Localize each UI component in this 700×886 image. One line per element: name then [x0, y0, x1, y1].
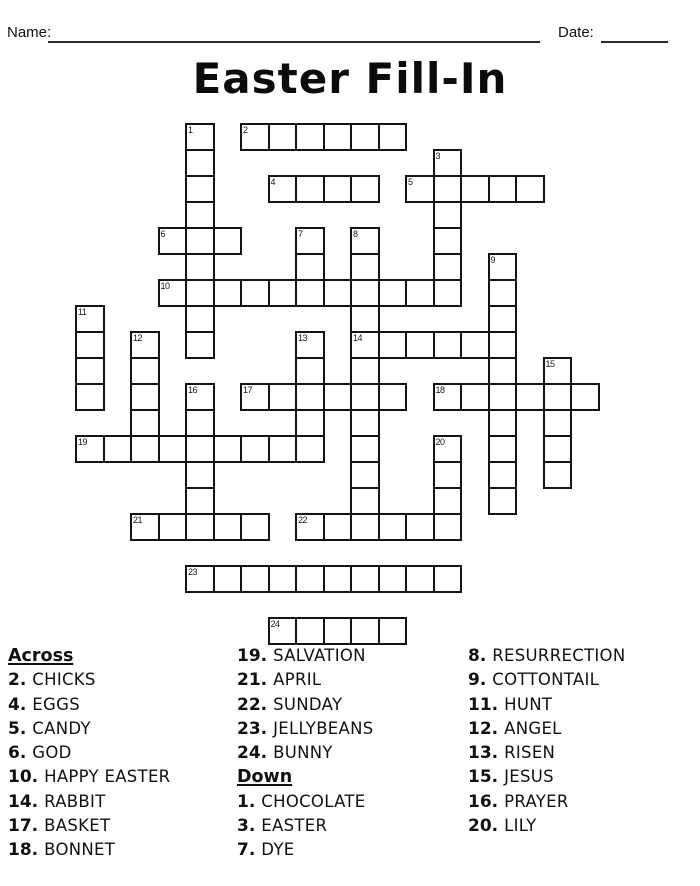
grid-cell[interactable] [433, 253, 463, 281]
grid-cell[interactable] [213, 565, 243, 593]
grid-cell[interactable] [543, 461, 573, 489]
clue-item [468, 790, 693, 814]
clue-word: HAPPY EASTER [44, 767, 171, 787]
clue-item [468, 741, 693, 765]
cell-number: 7 [298, 229, 303, 239]
grid-cell[interactable] [433, 461, 463, 489]
grid-cell[interactable] [213, 279, 243, 307]
grid-cell[interactable] [488, 253, 518, 281]
cell-number: 20 [435, 437, 445, 447]
grid-cell[interactable] [515, 175, 545, 203]
grid-cell[interactable] [350, 487, 380, 515]
grid-cell[interactable] [323, 123, 353, 151]
grid-cell[interactable] [405, 565, 435, 593]
grid-cell[interactable] [543, 409, 573, 437]
grid-cell[interactable] [103, 435, 133, 463]
grid-cell[interactable] [268, 435, 298, 463]
grid-cell[interactable] [323, 175, 353, 203]
grid-cell[interactable] [185, 253, 215, 281]
grid-cell[interactable] [185, 487, 215, 515]
grid-cell[interactable] [405, 331, 435, 359]
grid-cell[interactable] [378, 565, 408, 593]
clue-word: CHICKS [32, 670, 96, 690]
cell-number: 4 [270, 177, 276, 187]
clue-item [237, 838, 462, 862]
clue-number: 1. [237, 791, 256, 812]
clue-item [8, 790, 233, 814]
grid-cell[interactable] [240, 513, 270, 541]
clue-item [8, 741, 233, 765]
grid-cell[interactable] [350, 435, 380, 463]
clue-item [8, 838, 233, 862]
grid-cell[interactable] [460, 383, 490, 411]
cell-number: 12 [133, 333, 143, 343]
grid-cell[interactable] [433, 487, 463, 515]
clue-word: DYE [261, 840, 295, 860]
grid-cell[interactable] [185, 409, 215, 437]
clue-number: 20. [468, 816, 499, 837]
grid-cell[interactable] [515, 383, 545, 411]
cell-number: 6 [160, 229, 166, 239]
grid-cell[interactable] [185, 123, 215, 151]
clue-number: 3. [237, 816, 256, 837]
cell-number: 23 [188, 567, 198, 577]
grid-cell[interactable] [350, 253, 380, 281]
grid-cell[interactable] [488, 279, 518, 307]
grid-cell[interactable] [488, 409, 518, 437]
grid-cell[interactable] [295, 565, 325, 593]
clue-item [468, 644, 693, 668]
grid-cell[interactable] [323, 565, 353, 593]
grid-cell[interactable] [378, 279, 408, 307]
clue-number: 21. [237, 670, 268, 691]
grid-cell[interactable] [378, 617, 408, 645]
clue-word: BONNET [44, 840, 116, 860]
grid-cell[interactable] [350, 383, 380, 411]
clue-word: RISEN [504, 743, 556, 763]
grid-cell[interactable] [185, 305, 215, 333]
clue-item [468, 765, 693, 789]
clue-number: 15. [468, 767, 499, 788]
cell-number: 3 [435, 151, 441, 161]
clue-number: 8. [468, 646, 487, 666]
grid-cell[interactable] [488, 357, 518, 385]
clue-word: HUNT [504, 694, 553, 714]
grid-cell[interactable] [158, 227, 188, 255]
grid-cell[interactable] [295, 227, 325, 255]
grid-cell[interactable] [185, 435, 215, 463]
cell-number: 9 [490, 255, 496, 265]
grid-cell[interactable] [158, 513, 188, 541]
clue-word: JESUS [504, 767, 554, 787]
clue-word: CANDY [32, 718, 91, 738]
cell-number: 10 [160, 281, 170, 291]
clue-item [8, 668, 233, 692]
clue-item [237, 717, 462, 741]
grid-cell[interactable] [75, 331, 105, 359]
grid-cell[interactable] [433, 175, 463, 203]
grid-cell[interactable] [268, 565, 298, 593]
cell-number: 22 [298, 515, 308, 525]
clue-word: COTTONTAIL [492, 670, 600, 690]
grid-cell[interactable] [130, 357, 160, 385]
clue-number: 18. [8, 840, 39, 861]
clue-word: LILY [504, 816, 537, 836]
grid-cell[interactable] [350, 331, 380, 359]
grid-cell[interactable] [570, 383, 600, 411]
grid-cell[interactable] [240, 123, 270, 151]
clue-section-heading: Across [8, 646, 74, 666]
clue-item [237, 668, 462, 692]
clue-word: CHOCOLATE [261, 791, 366, 811]
grid-cell[interactable] [213, 513, 243, 541]
clue-item [237, 814, 462, 838]
grid-cell[interactable] [543, 435, 573, 463]
clue-item [468, 693, 693, 717]
grid-cell[interactable] [295, 331, 325, 359]
grid-cell[interactable] [488, 487, 518, 515]
grid-cell[interactable] [323, 383, 353, 411]
grid-cell[interactable] [433, 435, 463, 463]
grid-cell[interactable] [295, 279, 325, 307]
clue-number: 23. [237, 718, 268, 739]
clue-word: SUNDAY [273, 694, 343, 714]
grid-cell[interactable] [130, 409, 160, 437]
grid-cell[interactable] [350, 227, 380, 255]
clue-item [237, 693, 462, 717]
grid-cell[interactable] [158, 279, 188, 307]
clue-word: APRIL [273, 670, 322, 690]
grid-cell[interactable] [350, 279, 380, 307]
grid-cell[interactable] [295, 513, 325, 541]
grid-cell[interactable] [240, 383, 270, 411]
grid-cell[interactable] [433, 279, 463, 307]
grid-cell[interactable] [433, 227, 463, 255]
clue-section-heading: Down [237, 767, 293, 788]
grid-cell[interactable] [130, 435, 160, 463]
grid-cell[interactable] [350, 461, 380, 489]
clue-column [8, 644, 233, 863]
grid-cell[interactable] [75, 383, 105, 411]
grid-cell[interactable] [185, 279, 215, 307]
grid-cell[interactable] [185, 461, 215, 489]
grid-cell[interactable] [75, 305, 105, 333]
clue-word: BASKET [44, 816, 111, 836]
clue-item [468, 668, 693, 692]
clue-word: BUNNY [273, 743, 333, 763]
grid-cell[interactable] [350, 305, 380, 333]
grid-cell[interactable] [378, 513, 408, 541]
clue-column [237, 644, 462, 863]
grid-cell[interactable] [488, 175, 518, 203]
grid-cell[interactable] [488, 435, 518, 463]
grid-cell[interactable] [433, 149, 463, 177]
grid-cell[interactable] [213, 227, 243, 255]
grid-cell[interactable] [433, 513, 463, 541]
clue-number: 24. [237, 743, 268, 764]
grid-cell[interactable] [460, 175, 490, 203]
clue-number: 5. [8, 718, 27, 739]
clue-word: RABBIT [44, 791, 106, 811]
clue-number: 12. [468, 718, 499, 739]
grid-cell[interactable] [185, 383, 215, 411]
grid-cell[interactable] [543, 383, 573, 411]
grid-cell[interactable] [488, 331, 518, 359]
grid-cell[interactable] [295, 175, 325, 203]
cell-number: 15 [545, 359, 555, 369]
grid-cell[interactable] [488, 461, 518, 489]
cell-number: 13 [298, 333, 308, 343]
clue-word: SALVATION [273, 646, 366, 665]
grid-cell[interactable] [268, 617, 298, 645]
grid-cell[interactable] [130, 513, 160, 541]
date-label: Date: [558, 24, 594, 41]
grid-cell[interactable] [405, 513, 435, 541]
grid-cell[interactable] [378, 383, 408, 411]
grid-cell[interactable] [268, 175, 298, 203]
clue-word: JELLYBEANS [273, 718, 374, 738]
grid-cell[interactable] [130, 383, 160, 411]
cell-number: 8 [353, 229, 358, 239]
clue-item [8, 765, 233, 789]
grid-cell[interactable] [405, 175, 435, 203]
clue-number: 7. [237, 840, 256, 861]
grid-cell[interactable] [185, 513, 215, 541]
grid-cell[interactable] [185, 227, 215, 255]
grid-cell[interactable] [268, 279, 298, 307]
grid-cell[interactable] [295, 383, 325, 411]
grid-cell[interactable] [185, 565, 215, 593]
cell-number: 18 [435, 385, 445, 395]
clue-item [237, 644, 462, 668]
grid-cell[interactable] [240, 435, 270, 463]
clue-number: 13. [468, 743, 499, 764]
grid-cell[interactable] [268, 123, 298, 151]
grid-cell[interactable] [433, 565, 463, 593]
name-label: Name: [7, 24, 52, 41]
grid-cell[interactable] [350, 513, 380, 541]
grid-cell[interactable] [75, 435, 105, 463]
clue-word: GOD [32, 743, 72, 763]
cell-number: 24 [270, 619, 280, 629]
clue-item [8, 693, 233, 717]
clue-number: 4. [8, 694, 27, 715]
cell-number: 11 [78, 307, 87, 317]
grid-cell[interactable] [488, 305, 518, 333]
grid-cell[interactable] [433, 201, 463, 229]
grid-cell[interactable] [295, 435, 325, 463]
grid-cell[interactable] [240, 279, 270, 307]
clue-item [237, 741, 462, 765]
cell-number: 5 [408, 177, 413, 187]
grid-cell[interactable] [295, 409, 325, 437]
cell-number: 19 [78, 437, 88, 447]
grid-cell[interactable] [433, 331, 463, 359]
cell-number: 2 [243, 125, 248, 135]
clue-item [468, 717, 693, 741]
grid-cell[interactable] [350, 123, 380, 151]
grid-cell[interactable] [295, 123, 325, 151]
grid-cell[interactable] [543, 357, 573, 385]
grid-cell[interactable] [405, 279, 435, 307]
grid-cell[interactable] [295, 253, 325, 281]
grid-cell[interactable] [268, 383, 298, 411]
cell-number: 1 [188, 125, 193, 135]
clue-item [8, 814, 233, 838]
grid-cell[interactable] [75, 357, 105, 385]
clue-word: EGGS [32, 694, 80, 714]
clue-number: 17. [8, 816, 39, 837]
clue-number: 22. [237, 694, 268, 715]
clue-item [237, 790, 462, 814]
clue-number: 10. [8, 767, 39, 788]
cell-number: 21 [133, 515, 143, 525]
grid-cell[interactable] [185, 201, 215, 229]
grid-cell[interactable] [350, 175, 380, 203]
grid-cell[interactable] [350, 617, 380, 645]
clue-number: 6. [8, 743, 27, 764]
clue-item [468, 814, 693, 838]
cell-number: 17 [243, 385, 253, 395]
clue-column [468, 644, 693, 838]
grid-cell[interactable] [130, 331, 160, 359]
grid-cell[interactable] [433, 383, 463, 411]
clue-number: 16. [468, 791, 499, 812]
grid-cell[interactable] [350, 409, 380, 437]
clue-number: 11. [468, 694, 499, 715]
grid-cell[interactable] [295, 357, 325, 385]
grid-cell[interactable] [378, 331, 408, 359]
clue-number: 14. [8, 791, 39, 812]
grid-cell[interactable] [213, 435, 243, 463]
grid-cell[interactable] [488, 383, 518, 411]
cell-number: 14 [353, 333, 363, 343]
grid-cell[interactable] [295, 617, 325, 645]
grid-cell[interactable] [185, 149, 215, 177]
grid-cell[interactable] [323, 513, 353, 541]
clue-word: EASTER [261, 816, 328, 836]
clue-number: 19. [237, 646, 268, 666]
clue-word: RESURRECTION [492, 646, 626, 665]
clue-number: 9. [468, 670, 487, 691]
grid-cell[interactable] [158, 435, 188, 463]
clue-word: PRAYER [504, 791, 569, 811]
clue-item [8, 717, 233, 741]
grid-cell[interactable] [350, 565, 380, 593]
clue-word: ANGEL [504, 718, 562, 738]
grid-cell[interactable] [185, 175, 215, 203]
grid-cell[interactable] [350, 357, 380, 385]
grid-cell[interactable] [240, 565, 270, 593]
page-title: Easter Fill-In [192, 54, 508, 103]
grid-cell[interactable] [460, 331, 490, 359]
grid-cell[interactable] [323, 279, 353, 307]
grid-cell[interactable] [378, 123, 408, 151]
grid-cell[interactable] [323, 617, 353, 645]
clue-number: 2. [8, 670, 27, 691]
grid-cell[interactable] [185, 331, 215, 359]
cell-number: 16 [188, 385, 198, 395]
